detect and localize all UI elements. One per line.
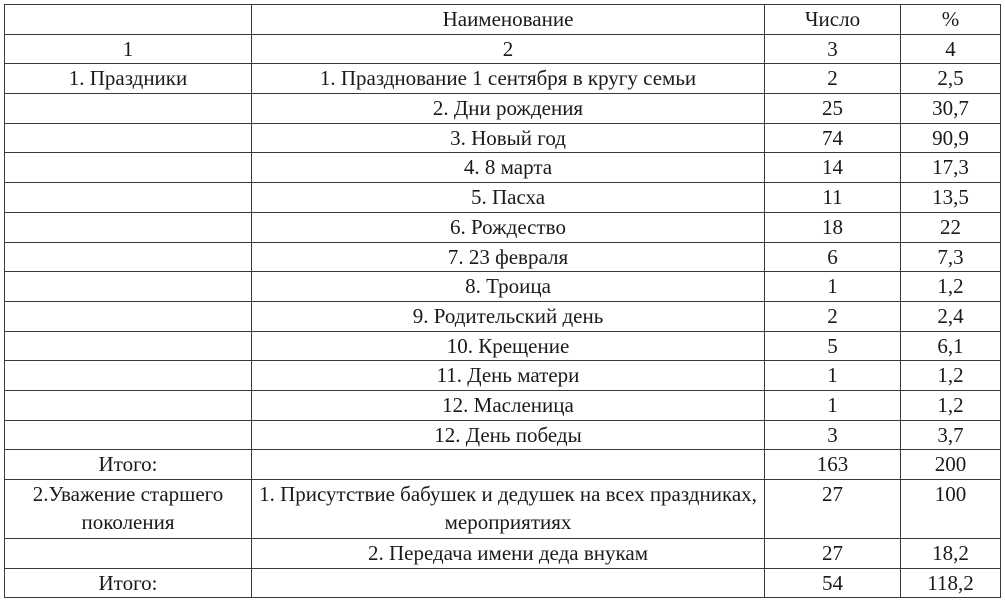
name-cell: 3. Новый год [252,123,765,153]
percent-cell: 1,2 [901,272,1001,302]
percent-cell: 17,3 [901,153,1001,183]
percent-cell: 2,5 [901,64,1001,94]
name-cell: 11. День матери [252,361,765,391]
numbering-cell-4: 4 [901,34,1001,64]
header-cell-category [5,5,252,35]
count-cell: 6 [765,242,901,272]
table-row [5,272,1001,302]
category-cell [5,390,252,420]
category-cell [5,301,252,331]
total-percent: 200 [901,450,1001,480]
category-cell [5,331,252,361]
table-row [5,301,1001,331]
percent-cell: 30,7 [901,94,1001,124]
percent-cell: 90,9 [901,123,1001,153]
name-cell: 8. Троица [252,272,765,302]
category-cell [5,123,252,153]
name-cell: 12. День победы [252,420,765,450]
survey-table [4,4,1001,598]
count-cell: 27 [765,480,901,539]
count-cell: 1 [765,390,901,420]
count-cell: 2 [765,64,901,94]
category-cell [5,242,252,272]
table-row [5,539,1001,569]
table-row [5,420,1001,450]
table-row [5,94,1001,124]
category-cell [5,183,252,213]
count-cell: 25 [765,94,901,124]
name-cell: 1. Присутствие бабушек и дедушек на всех праздниках, мероприятиях [252,480,765,539]
percent-cell: 7,3 [901,242,1001,272]
header-cell-percent: % [901,5,1001,35]
percent-cell: 22 [901,212,1001,242]
count-cell: 18 [765,212,901,242]
numbering-cell-1: 1 [5,34,252,64]
table-row [5,123,1001,153]
name-cell: 12. Масленица [252,390,765,420]
total-count: 54 [765,568,901,598]
category-cell: 1. Праздники [5,64,252,94]
percent-cell: 6,1 [901,331,1001,361]
table-row [5,153,1001,183]
count-cell: 1 [765,361,901,391]
total-label: Итого: [5,450,252,480]
percent-cell: 18,2 [901,539,1001,569]
name-cell: 7. 23 февраля [252,242,765,272]
table-row [5,183,1001,213]
category-cell [5,539,252,569]
category-cell [5,94,252,124]
count-cell: 74 [765,123,901,153]
count-cell: 11 [765,183,901,213]
table-row [5,212,1001,242]
table-row [5,361,1001,391]
header-cell-count: Число [765,5,901,35]
count-cell: 1 [765,272,901,302]
name-cell [252,568,765,598]
name-cell: 9. Родительский день [252,301,765,331]
total-percent: 118,2 [901,568,1001,598]
numbering-cell-3: 3 [765,34,901,64]
count-cell: 3 [765,420,901,450]
total-row [5,568,1001,598]
percent-cell: 1,2 [901,390,1001,420]
table-row [5,480,1001,539]
name-cell: 6. Рождество [252,212,765,242]
category-cell [5,212,252,242]
table-row [5,331,1001,361]
category-cell [5,153,252,183]
percent-cell: 100 [901,480,1001,539]
total-row [5,450,1001,480]
category-cell: 2.Уважение старшего поколения [5,480,252,539]
header-row [5,5,1001,35]
percent-cell: 13,5 [901,183,1001,213]
count-cell: 27 [765,539,901,569]
category-cell [5,361,252,391]
name-cell: 1. Празднование 1 сентября в кругу семьи [252,64,765,94]
numbering-row [5,34,1001,64]
table-row [5,64,1001,94]
percent-cell: 3,7 [901,420,1001,450]
category-cell [5,420,252,450]
percent-cell: 1,2 [901,361,1001,391]
total-count: 163 [765,450,901,480]
count-cell: 14 [765,153,901,183]
count-cell: 2 [765,301,901,331]
name-cell: 10. Крещение [252,331,765,361]
percent-cell: 2,4 [901,301,1001,331]
table-row [5,390,1001,420]
count-cell: 5 [765,331,901,361]
header-cell-name: Наименование [252,5,765,35]
numbering-cell-2: 2 [252,34,765,64]
name-cell [252,450,765,480]
total-label: Итого: [5,568,252,598]
category-cell [5,272,252,302]
name-cell: 2. Передача имени деда внукам [252,539,765,569]
name-cell: 4. 8 марта [252,153,765,183]
table-row [5,242,1001,272]
name-cell: 2. Дни рождения [252,94,765,124]
name-cell: 5. Пасха [252,183,765,213]
